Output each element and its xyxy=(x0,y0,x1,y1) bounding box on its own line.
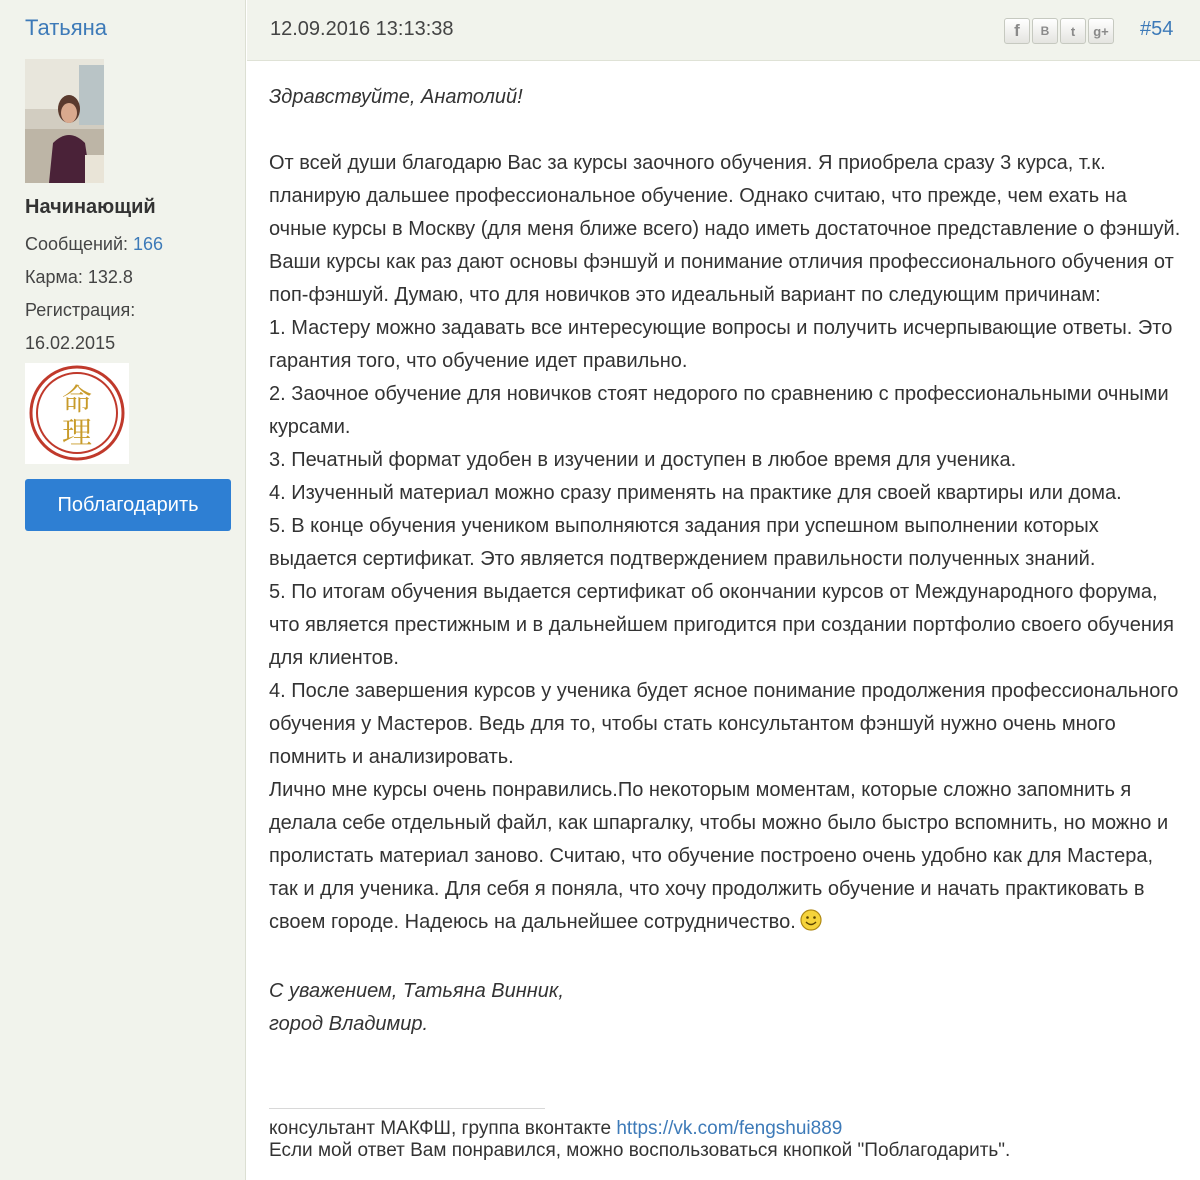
post-paragraph: От всей души благодарю Вас за курсы заочного обучения. Я приобрела сразу 3 курса, т.к. планирую дальшее профессиональное обучение. Однако считаю, что прежде, чем ехать на очные курсы в Москву (для меня ближе всего) надо иметь достаточное представление о фэншуй. Ваши курсы как раз дают основы фэншуй и понимание отличия профессионального обучения от поп-фэншуй. Думаю, что для новичков это идеальный вариант по следующим причинам: xyxy=(269,152,1181,306)
post-paragraph: 4. Изученный материал можно сразу применять на практике для своей квартиры или дома. xyxy=(269,482,1122,504)
post-paragraph: 3. Печатный формат удобен в изучении и доступен в любое время для ученика. xyxy=(269,449,1017,471)
post-paragraph: 5. В конце обучения учеником выполняются задания при успешном выполнении которых выдается сертификат. Это является подтверждением правильности полученных знаний. xyxy=(269,515,1099,570)
username-link[interactable]: Татьяна xyxy=(25,15,108,40)
post-number-link[interactable]: #54 xyxy=(1140,18,1174,40)
user-rank: Начинающий xyxy=(25,196,156,218)
user-info-column xyxy=(0,0,246,1180)
user-avatar[interactable] xyxy=(25,59,104,183)
post-greeting: Здравствуйте, Анатолий! xyxy=(269,86,523,108)
share-buttons xyxy=(1004,18,1116,44)
post-paragraph: 4. После завершения курсов у ученика будет ясное понимание продолжения профессионального обучения у Мастеров. Ведь для то, чтобы стать консультантом фэншуй нужно очень много помнить и анализировать. xyxy=(269,680,1179,768)
vkontakte-icon[interactable]: B xyxy=(1032,18,1058,44)
post-content xyxy=(269,81,1184,1041)
post-paragraph: 5. По итогам обучения выдается сертификат об окончании курсов от Международного форума, что является престижным и в дальнейшем пригодится при создании портфолио своего обучения для клиентов. xyxy=(269,581,1174,669)
post-paragraph-text: Лично мне курсы очень понравились.По некоторым моментам, которые сложно запомнить я делала себе отдельный файл, как шпаргалку, чтобы можно было быстро вспомнить, но можно и пролистать материал заново. Считаю, что обучение построено очень удобно как для Мастера, так и для ученика. Для себя я поняла, что хочу продолжить обучение и начать практиковать в своем городе. Надеюсь на дальнейшее сотрудничество. xyxy=(269,779,1169,933)
post-paragraph-last xyxy=(269,774,1184,942)
thank-button[interactable]: Поблагодарить xyxy=(25,479,231,531)
closing-line-1: С уважением, Татьяна Винник, xyxy=(269,980,564,1002)
badge-char-1: 命 xyxy=(62,383,92,418)
signature-prefix: консультант МАКФШ, группа вконтакте xyxy=(269,1118,617,1139)
registration-label: Регистрация: xyxy=(25,300,136,320)
signature-vk-link[interactable]: https://vk.com/fengshui889 xyxy=(616,1118,843,1139)
registration-date: 16.02.2015 xyxy=(25,333,116,353)
post-paragraph: 1. Мастеру можно задавать все интересующие вопросы и получить исчерпывающие ответы. Это гарантия того, что обучение идет правильно. xyxy=(269,317,1173,372)
signature-line-2: Если мой ответ Вам понравился, можно воспользоваться кнопкой "Поблагодарить". xyxy=(269,1140,1011,1161)
post-paragraph: 2. Заочное обучение для новичков стоят недорого по сравнению с профессиональными очными курсами. xyxy=(269,383,1169,438)
user-badge-icon xyxy=(25,363,129,464)
closing-line-2: город Владимир. xyxy=(269,1013,429,1035)
post-header xyxy=(247,0,1200,61)
karma-stat: Карма: 132.8 xyxy=(25,267,133,287)
twitter-icon[interactable]: t xyxy=(1060,18,1086,44)
signature-divider xyxy=(269,1108,545,1109)
signature xyxy=(269,1118,1189,1162)
smiley-icon xyxy=(800,909,822,942)
posts-count-link[interactable]: 166 xyxy=(133,234,164,254)
signature-line-1 xyxy=(269,1118,1189,1140)
post-date: 12.09.2016 13:13:38 xyxy=(270,18,454,40)
facebook-icon[interactable]: f xyxy=(1004,18,1030,44)
google-plus-icon[interactable]: g+ xyxy=(1088,18,1114,44)
badge-char-2: 理 xyxy=(62,416,92,451)
posts-label: Сообщений: xyxy=(25,234,128,254)
posts-stat xyxy=(25,234,163,255)
